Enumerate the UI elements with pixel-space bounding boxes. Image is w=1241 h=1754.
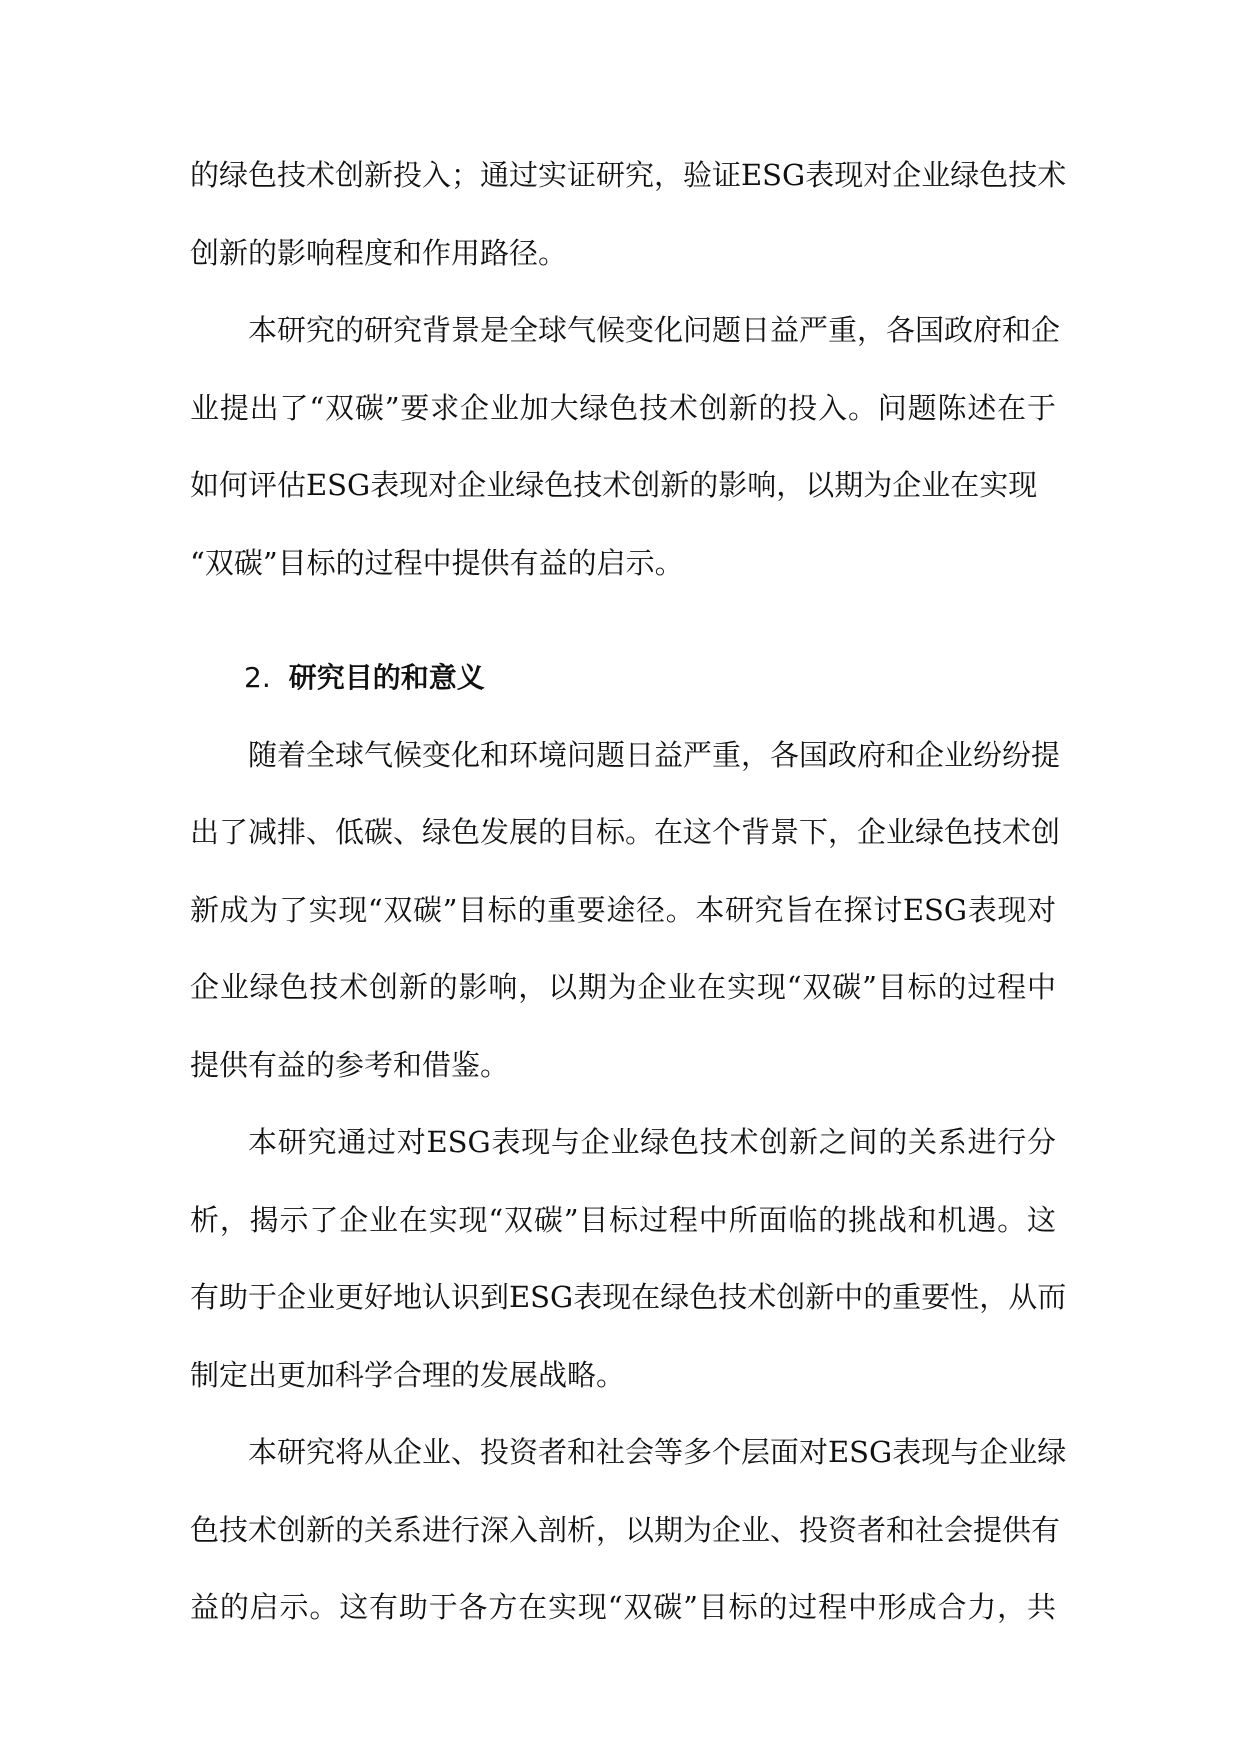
text-line: 提供有益的参考和借鉴。 bbox=[190, 1047, 510, 1082]
text-line: 业提出了“双碳”要求企业加大绿色技术创新的投入。问题陈述在于 bbox=[190, 390, 1056, 425]
paragraph-4 bbox=[190, 1104, 1067, 1414]
section-number: 2. bbox=[244, 661, 271, 694]
text-line: 创新的影响程度和作用路径。 bbox=[190, 235, 568, 270]
document-body bbox=[190, 137, 1067, 1647]
text-line: 如何评估ESG表现对企业绿色技术创新的影响，以期为企业在实现 bbox=[190, 468, 1038, 502]
text-line: 有助于企业更好地认识到ESG表现在绿色技术创新中的重要性，从而 bbox=[190, 1280, 1067, 1314]
text-line: 益的启示。这有助于各方在实现“双碳”目标的过程中形成合力，共 bbox=[190, 1590, 1056, 1624]
text-line: 本研究通过对ESG表现与企业绿色技术创新之间的关系进行分 bbox=[248, 1125, 1056, 1159]
text-line: “双碳”目标的过程中提供有益的启示。 bbox=[190, 545, 684, 580]
text-line: 企业绿色技术创新的影响，以期为企业在实现“双碳”目标的过程中 bbox=[190, 970, 1056, 1004]
section-heading bbox=[190, 639, 1056, 717]
section-title: 研究目的和意义 bbox=[288, 661, 485, 694]
paragraph-2 bbox=[190, 292, 1061, 602]
paragraph-5 bbox=[190, 1414, 1067, 1647]
text-line: 新成为了实现“双碳”目标的重要途径。本研究旨在探讨ESG表现对 bbox=[190, 892, 1056, 927]
text-line: 随着全球气候变化和环境问题日益严重，各国政府和企业纷纷提 bbox=[248, 737, 1061, 772]
text-line: 制定出更加科学合理的发展战略。 bbox=[190, 1357, 626, 1392]
paragraph-1 bbox=[190, 137, 1067, 292]
text-line: 出了减排、低碳、绿色发展的目标。在这个背景下，企业绿色技术创 bbox=[190, 815, 1061, 849]
text-line: 析，揭示了企业在实现“双碳”目标过程中所面临的挑战和机遇。这 bbox=[190, 1202, 1056, 1237]
text-line: 色技术创新的关系进行深入剖析，以期为企业、投资者和社会提供有 bbox=[190, 1512, 1061, 1547]
paragraph-3 bbox=[190, 717, 1061, 1105]
text-line: 的绿色技术创新投入；通过实证研究，验证ESG表现对企业绿色技术 bbox=[190, 158, 1067, 192]
text-line: 本研究的研究背景是全球气候变化问题日益严重，各国政府和企 bbox=[248, 313, 1061, 347]
text-line: 本研究将从企业、投资者和社会等多个层面对ESG表现与企业绿 bbox=[248, 1435, 1067, 1469]
